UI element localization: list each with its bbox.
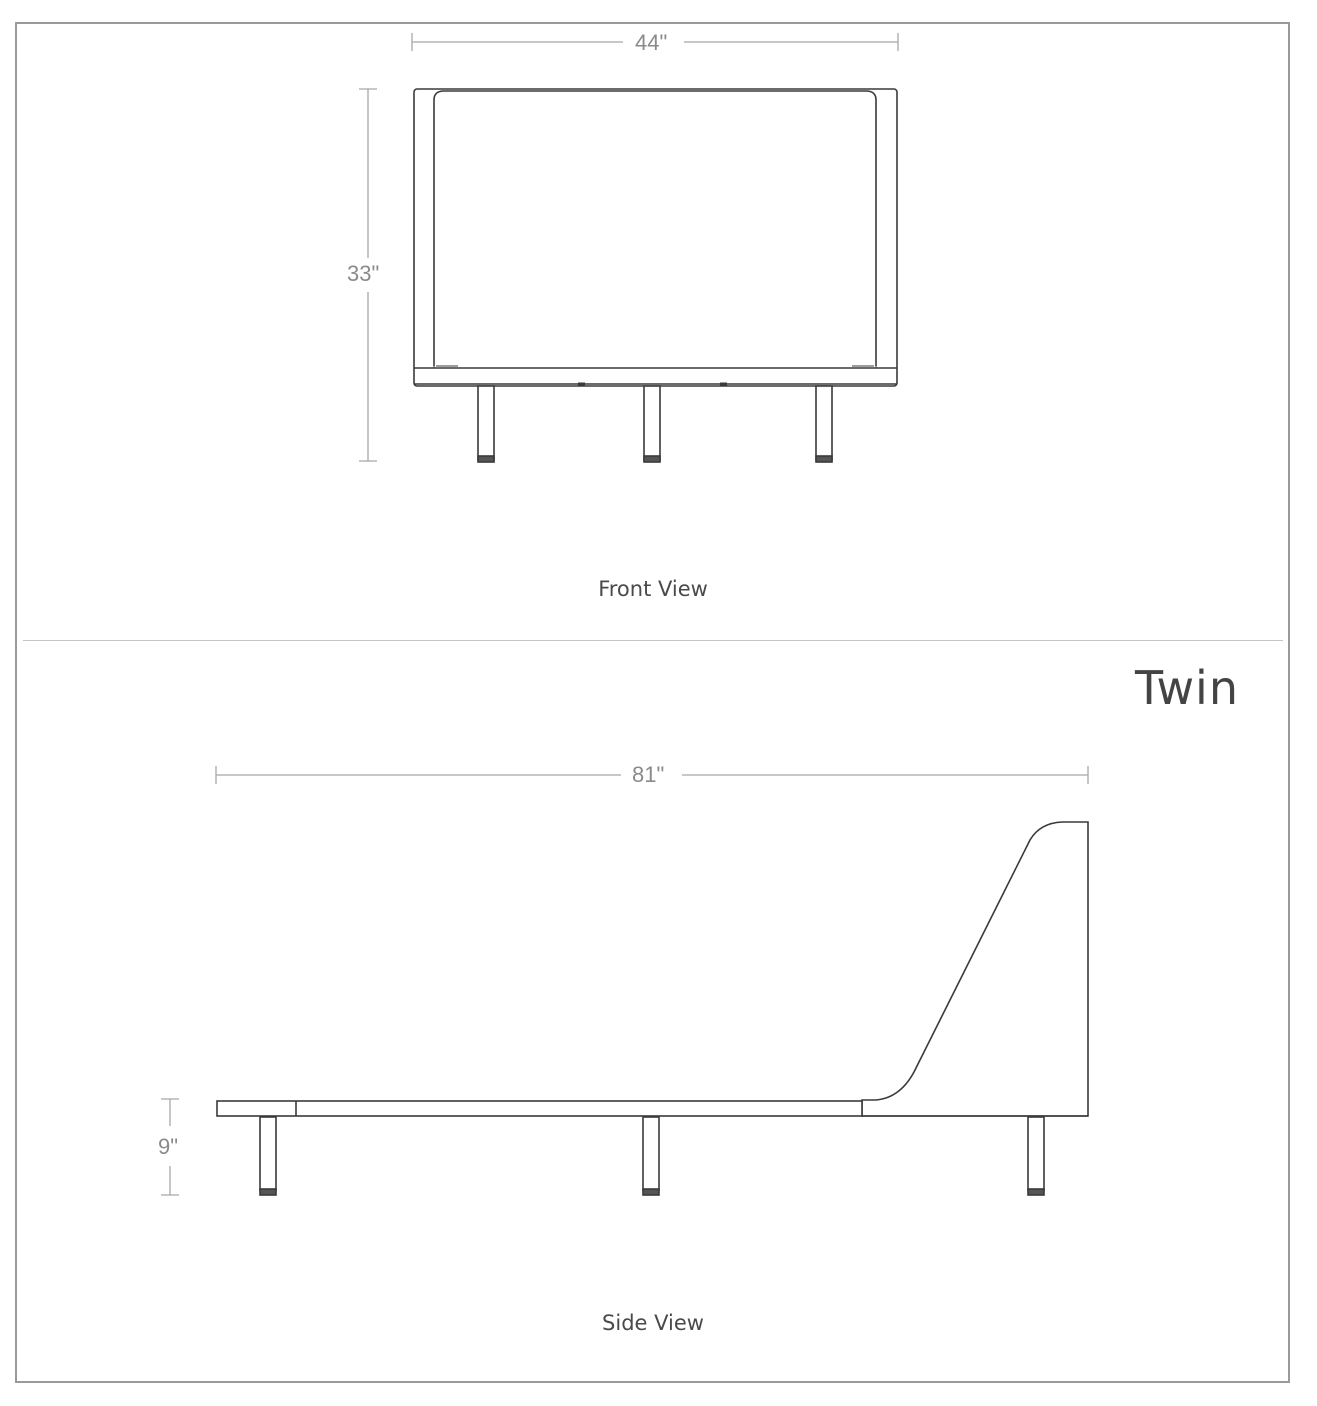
side-headboard <box>862 822 1088 1116</box>
side-view-caption: Side View <box>602 1311 704 1335</box>
side-leg-head <box>1028 1117 1044 1190</box>
side-leg-foot <box>260 1117 276 1190</box>
front-width-label: 44" <box>635 30 668 55</box>
side-leg-center <box>643 1117 659 1190</box>
front-leg-center <box>644 386 660 460</box>
front-headboard-outer <box>414 89 897 386</box>
side-height-label: 9" <box>158 1134 179 1159</box>
front-height-label: 33" <box>347 261 380 286</box>
size-title: Twin <box>1134 661 1239 715</box>
front-view-bed <box>414 89 897 462</box>
front-view-caption: Front View <box>598 577 708 601</box>
side-view-bed <box>217 822 1088 1195</box>
front-leg-right <box>816 386 832 460</box>
front-leg-left <box>478 386 494 460</box>
side-platform <box>217 1101 862 1116</box>
side-length-label: 81" <box>632 762 665 787</box>
